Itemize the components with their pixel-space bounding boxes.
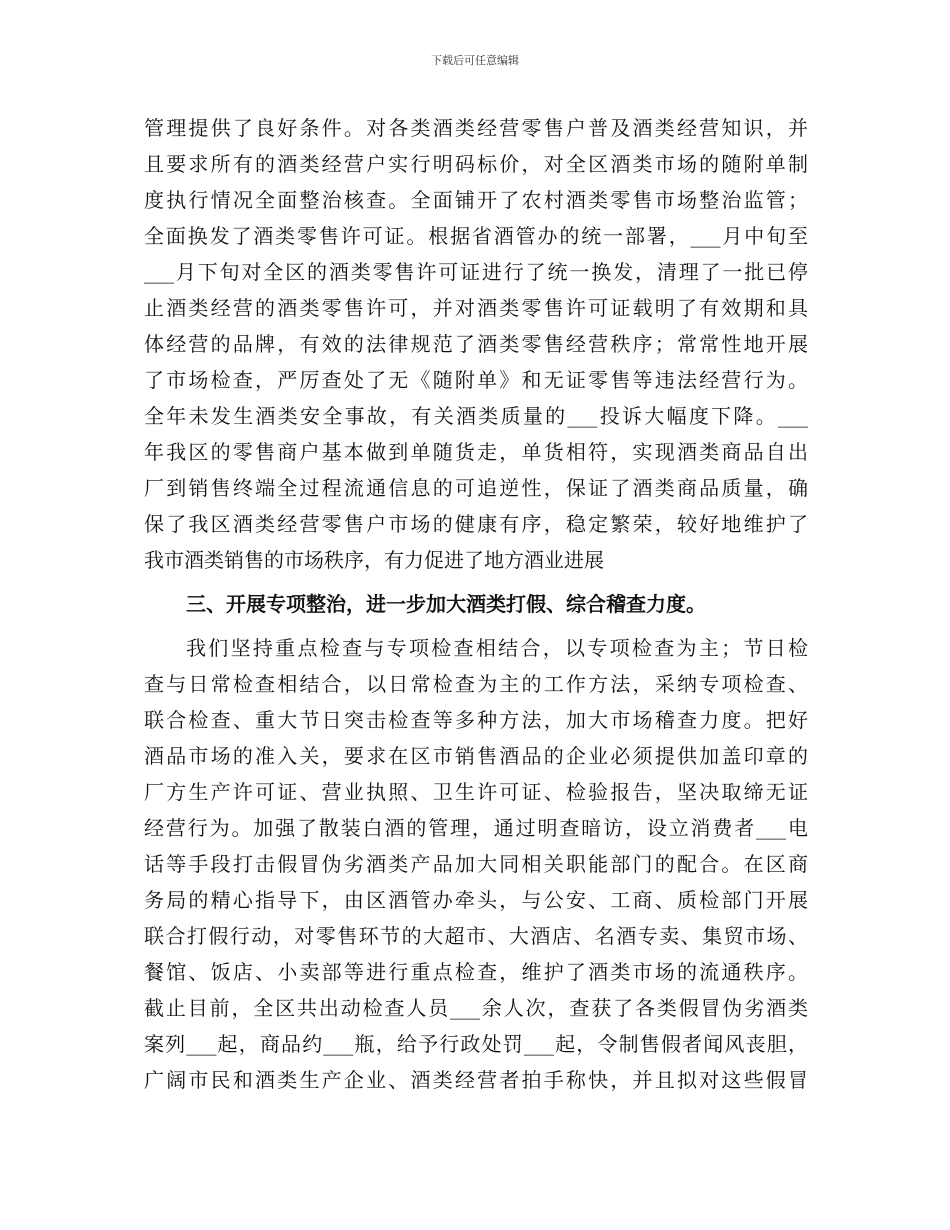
text-line: 了市场检查，严厉查处了无《随附单》和无证零售等违法经营行为。 xyxy=(144,368,808,392)
text-line: 度执行情况全面整治核查。全面铺开了农村酒类零售市场整治监管； xyxy=(144,188,808,212)
text-line: 截止目前，全区共出动检查人员___余人次，查获了各类假冒伪劣酒类 xyxy=(144,996,808,1020)
text-line: 且要求所有的酒类经营户实行明码标价，对全区酒类市场的随附单制 xyxy=(144,152,808,176)
text-line: 经营行为。加强了散装白酒的管理，通过明查暗访，设立消费者___电 xyxy=(144,816,808,840)
text-line: 厂方生产许可证、营业执照、卫生许可证、检验报告，坚决取缔无证 xyxy=(144,780,808,804)
text-line: 管理提供了良好条件。对各类酒类经营零售户普及酒类经营知识，并 xyxy=(144,116,808,140)
text-line: 我们坚持重点检查与专项检查相结合，以专项检查为主；节日检 xyxy=(186,636,808,660)
text-line: ___月下旬对全区的酒类零售许可证进行了统一换发，清理了一批已停 xyxy=(144,260,808,284)
text-line: 保了我区酒类经营零售户市场的健康有序，稳定繁荣，较好地维护了 xyxy=(144,512,808,536)
text-line: 全面换发了酒类零售许可证。根据省酒管办的统一部署，___月中旬至 xyxy=(144,224,808,248)
text-line: 酒品市场的准入关，要求在区市销售酒品的企业必须提供加盖印章的 xyxy=(144,744,808,768)
text-line: 我市酒类销售的市场秩序，有力促进了地方酒业进展 xyxy=(144,548,604,572)
text-line: 查与日常检查相结合，以日常检查为主的工作方法，采纳专项检查、 xyxy=(144,672,808,696)
text-line: 务局的精心指导下，由区酒管办牵头，与公安、工商、质检部门开展 xyxy=(144,888,808,912)
text-line: 案列___起，商品约___瓶，给予行政处罚___起，令制售假者闻风丧胆， xyxy=(144,1032,808,1056)
text-line: 餐馆、饭店、小卖部等进行重点检查，维护了酒类市场的流通秩序。 xyxy=(144,960,808,984)
text-line: 全年未发生酒类安全事故，有关酒类质量的___投诉大幅度下降。___ xyxy=(144,404,808,428)
text-line: 年我区的零售商户基本做到单随货走，单货相符，实现酒类商品自出 xyxy=(144,440,808,464)
text-line: 联合检查、重大节日突击检查等多种方法，加大市场稽查力度。把好 xyxy=(144,708,808,732)
text-line: 厂到销售终端全过程流通信息的可追逆性，保证了酒类商品质量，确 xyxy=(144,476,808,500)
text-line: 话等手段打击假冒伪劣酒类产品加大同相关职能部门的配合。在区商 xyxy=(144,852,808,876)
section-heading: 三、开展专项整治，进一步加大酒类打假、综合稽查力度。 xyxy=(186,592,706,616)
text-line: 联合打假行动，对零售环节的大超市、大酒店、名酒专卖、集贸市场、 xyxy=(144,924,808,948)
page-header: 下载后可任意编辑 xyxy=(431,54,519,67)
text-line: 广阔市民和酒类生产企业、酒类经营者拍手称快，并且拟对这些假冒 xyxy=(144,1068,808,1092)
text-line: 止酒类经营的酒类零售许可，并对酒类零售许可证载明了有效期和具 xyxy=(144,296,808,320)
text-line: 体经营的品牌，有效的法律规范了酒类零售经营秩序；常常性地开展 xyxy=(144,332,808,356)
